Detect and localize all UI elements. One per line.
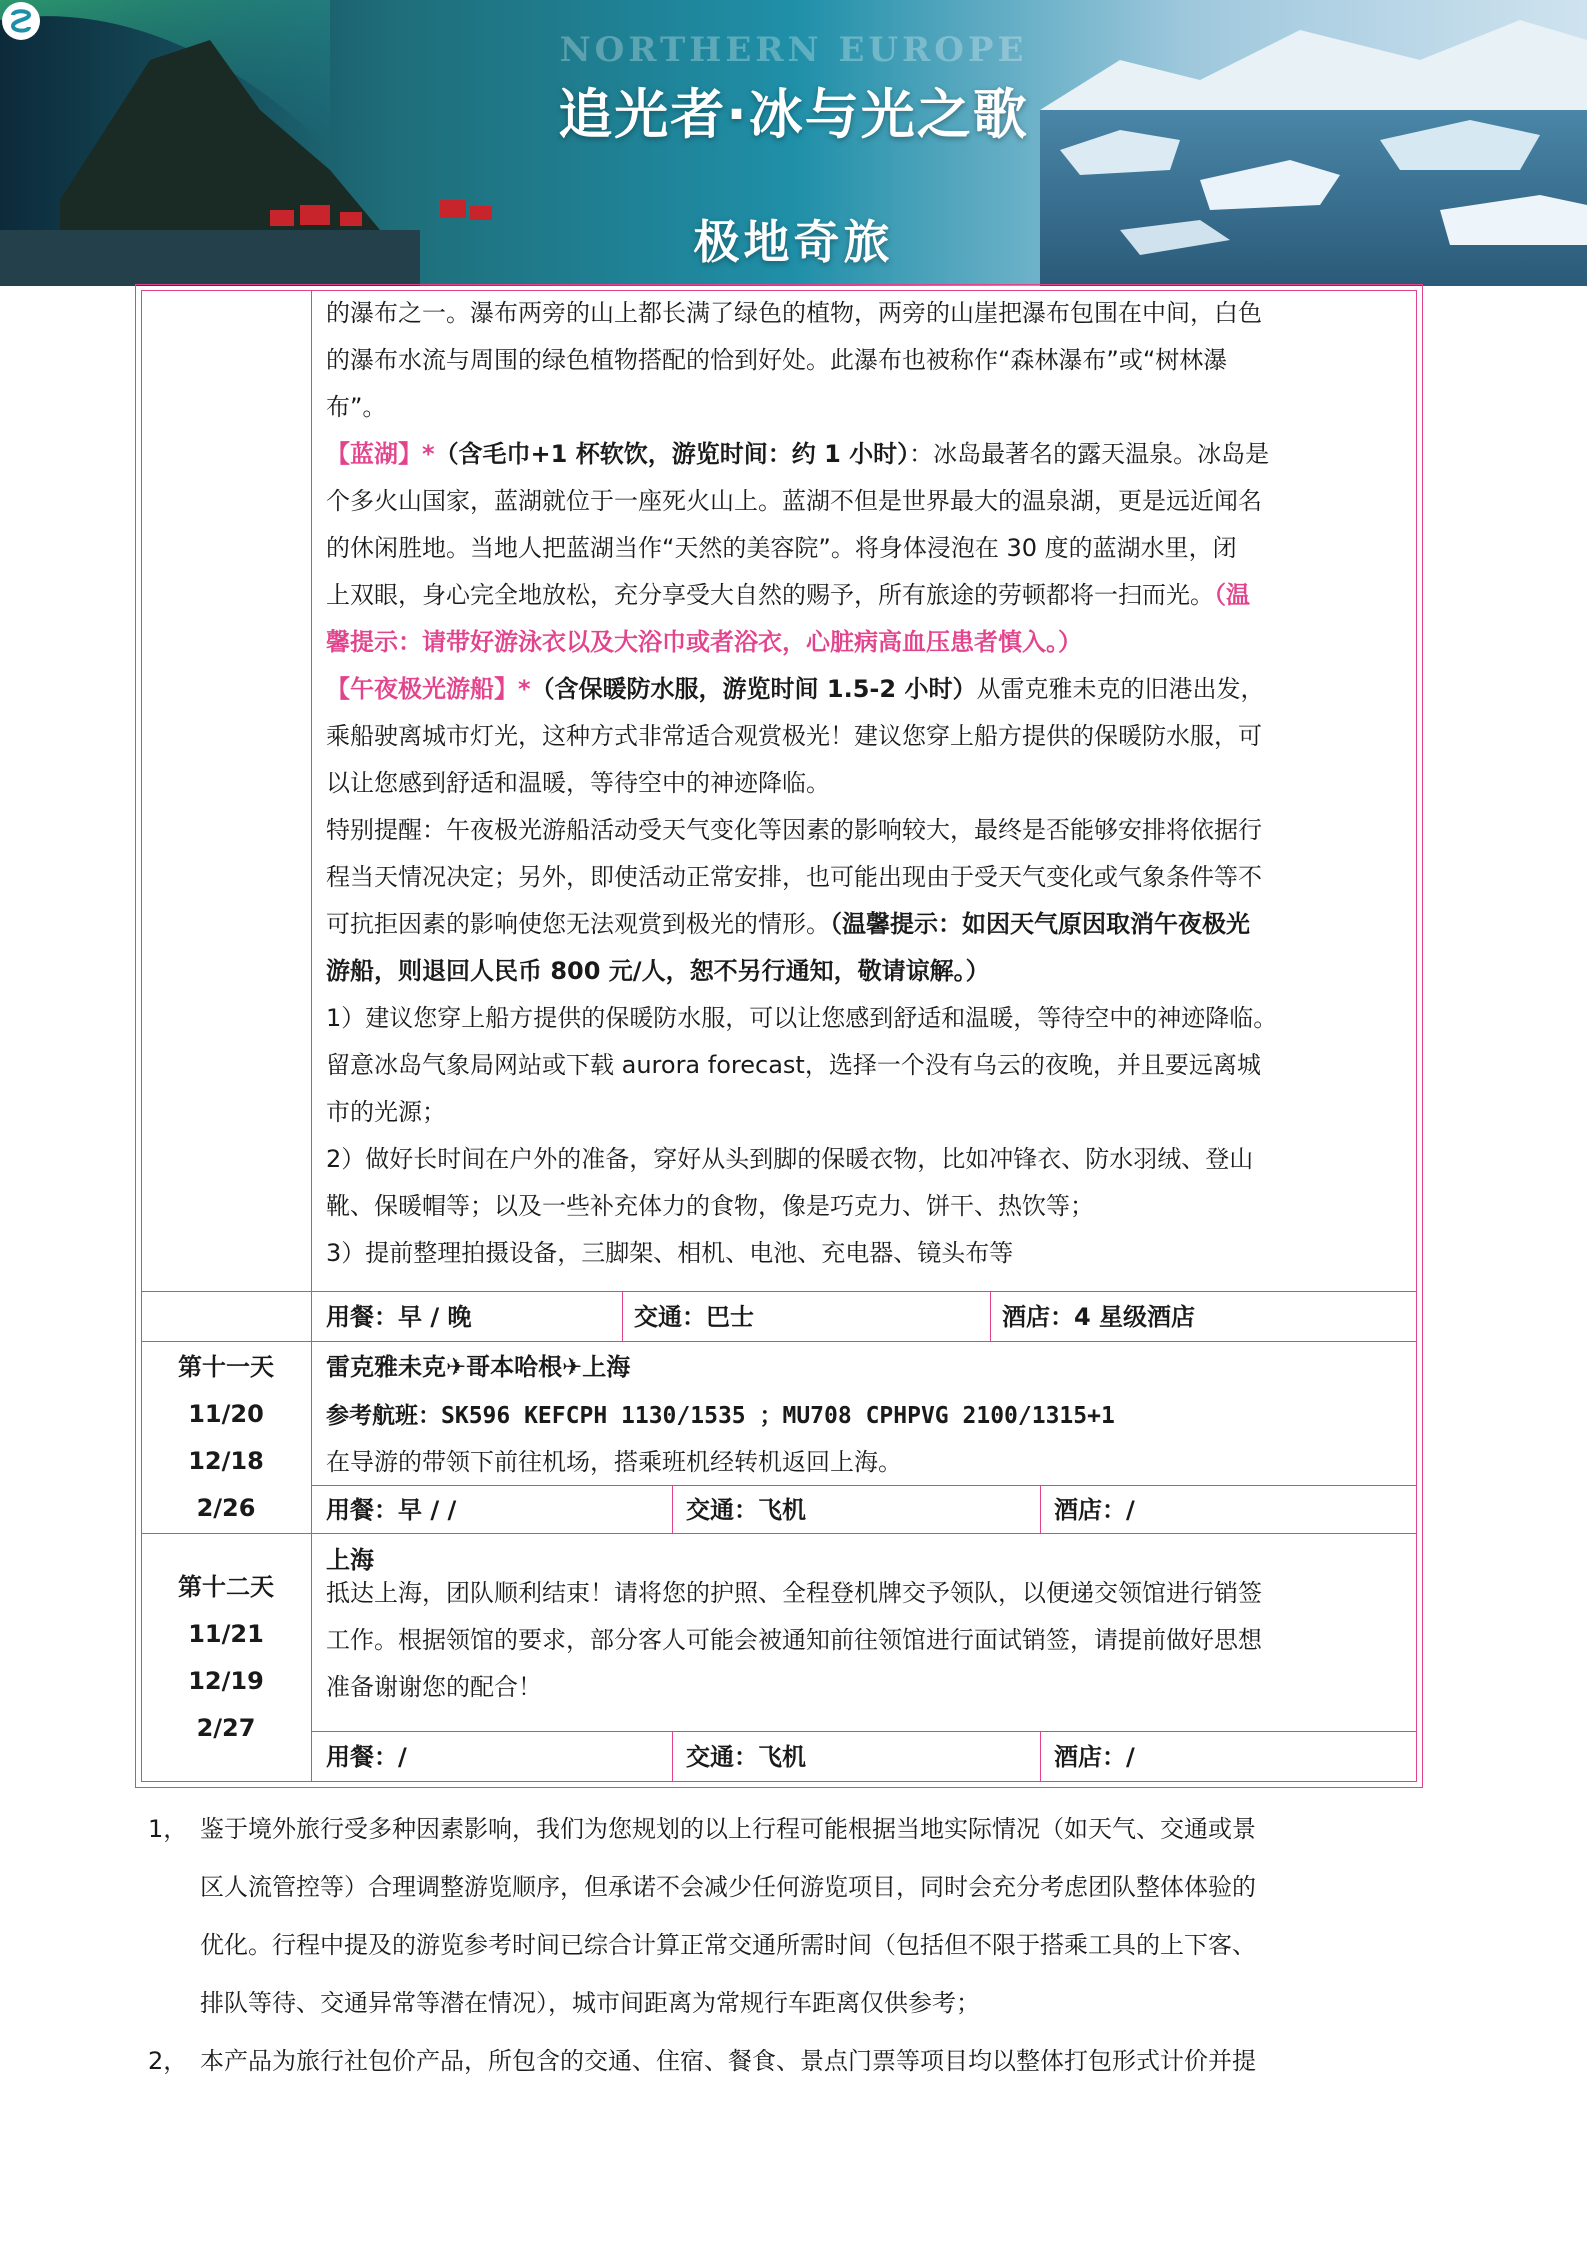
day11-description: 在导游的带领下前往机场，搭乘班机经转机返回上海。 [326, 1448, 902, 1476]
day12-text-line: 准备谢谢您的配合！ [326, 1673, 542, 1701]
cruise-line [326, 666, 1406, 713]
cruise-text: 从雷克雅未克的旧港出发， [976, 675, 1265, 703]
day12-content [326, 1570, 1406, 1711]
blue-lagoon-text: 个多火山国家，蓝湖就位于一座死火山上。蓝湖不但是世界最大的温泉湖，更是远近闻名 [326, 487, 1262, 515]
day11-date: 2/26 [196, 1494, 256, 1522]
aurora-tip-line: 靴、保暖帽等；以及一些补充体力的食物，像是巧克力、饼干、热饮等； [326, 1192, 1094, 1220]
header-banner [0, 0, 1587, 286]
table-divider [311, 290, 312, 1782]
day12-date: 2/27 [196, 1714, 256, 1742]
note-line: 区人流管控等）合理调整游览顺序，但承诺不会减少任何游览项目，同时会充分考虑团队整体体验的 [200, 1873, 1256, 1901]
day12-label: 第十二天 [178, 1573, 274, 1601]
table-divider [672, 1485, 673, 1533]
aurora-tip-line: 市的光源； [326, 1098, 446, 1126]
day10-transport: 交通：巴士 [634, 1303, 754, 1331]
blue-lagoon-info: （含毛巾+1 杯软饮，游览时间：约 1 小时） [434, 440, 910, 468]
blue-lagoon-text: 上双眼，身心完全地放松，充分享受大自然的赐予，所有旅途的劳顿都将一扫而光。 [326, 581, 1214, 609]
reminder-tip: 游船，则退回人民币 800 元/人，恕不另行通知，敬请谅解。） [326, 957, 990, 985]
note-line: 本产品为旅行社包价产品，所包含的交通、住宿、餐食、景点门票等项目均以整体打包形式计价并提 [200, 2047, 1256, 2075]
table-divider [1040, 1731, 1041, 1782]
table-divider [990, 1291, 991, 1341]
day12-transport: 交通：飞机 [686, 1743, 806, 1771]
day11-date-cell [141, 1344, 311, 1532]
day12-date: 11/21 [188, 1620, 264, 1648]
table-divider [141, 1341, 311, 1342]
banner-title: 追光者·冰与光之歌 [558, 83, 1029, 146]
blue-lagoon-tip: 馨提示：请带好游泳衣以及大浴巾或者浴衣，心脏病高血压患者慎入。） [326, 628, 1082, 656]
aurora-tip-line: 1）建议您穿上船方提供的保暖防水服，可以让您感到舒适和温暖，等待空中的神迹降临。 [326, 1004, 1278, 1032]
aurora-tip-line: 2）做好长时间在户外的准备，穿好从头到脚的保暖衣物，比如冲锋衣、防水羽绒、登山 [326, 1145, 1254, 1173]
cruise-text: 乘船驶离城市灯光，这种方式非常适合观赏极光！建议您穿上船方提供的保暖防水服，可 [326, 722, 1262, 750]
note-text [200, 2032, 1448, 2090]
table-divider [1040, 1485, 1041, 1533]
cruise-info: （含保暖防水服，游览时间 1.5-2 小时） [530, 675, 977, 703]
table-divider [311, 1485, 1417, 1486]
reminder-line [326, 901, 1406, 948]
blue-lagoon-line [326, 431, 1406, 478]
waterfall-text-line: 的瀑布之一。瀑布两旁的山上都长满了绿色的植物，两旁的山崖把瀑布包围在中间，白色 [326, 299, 1262, 327]
note-number: 2， [148, 2047, 188, 2075]
table-divider [622, 1291, 623, 1341]
note-text [200, 1800, 1448, 2032]
day12-hotel: 酒店：/ [1054, 1743, 1135, 1771]
banner-brand: 极地奇旅 [693, 215, 894, 269]
cruise-text: 以让您感到舒适和温暖，等待空中的神迹降临。 [326, 769, 830, 797]
note-item [148, 2032, 1448, 2090]
table-divider [141, 1533, 1417, 1534]
day11-flights: 参考航班：SK596 KEFCPH 1130/1535 ；MU708 CPHPVG 2100/1315+1 [326, 1403, 1115, 1429]
day12-route: 上海 [326, 1546, 374, 1574]
day12-text-line: 抵达上海，团队顺利结束！请将您的护照、全程登机牌交予领队，以便递交领馆进行销签 [326, 1579, 1262, 1607]
terms-notes [148, 1800, 1448, 2090]
day11-transport: 交通：飞机 [686, 1496, 806, 1524]
reminder-tip: （温馨提示：如因天气原因取消午夜极光 [830, 910, 1250, 938]
day10-content [326, 290, 1406, 1277]
day12-text-line: 工作。根据领馆的要求，部分客人可能会被通知前往领馆进行面试销签，请提前做好思想 [326, 1626, 1262, 1654]
note-number: 1， [148, 1815, 188, 1843]
waterfall-text-line: 布”。 [326, 393, 387, 421]
reminder-text: 程当天情况决定；另外，即使活动正常安排，也可能出现由于受天气变化或气象条件等不 [326, 863, 1262, 891]
waterfall-text-line: 的瀑布水流与周围的绿色植物搭配的恰到好处。此瀑布也被称作“森林瀑布”或“树林瀑 [326, 346, 1228, 374]
blue-lagoon-text: ：冰岛最著名的露天温泉。冰岛是 [909, 440, 1270, 468]
day12-date: 12/19 [188, 1667, 264, 1695]
day12-date-cell [141, 1564, 311, 1752]
blue-lagoon-tip: （温 [1214, 581, 1250, 609]
banner-english-title: NORTHERN EUROPE [559, 30, 1028, 70]
day11-label: 第十一天 [178, 1353, 274, 1381]
table-divider [311, 1731, 1417, 1732]
table-divider [672, 1731, 673, 1782]
day10-hotel: 酒店：4 星级酒店 [1002, 1303, 1196, 1331]
brand-logo-icon [0, 0, 42, 42]
day10-meals: 用餐：早 / 晚 [326, 1303, 472, 1331]
note-line: 鉴于境外旅行受多种因素影响，我们为您规划的以上行程可能根据当地实际情况（如天气、交通或景 [200, 1815, 1256, 1843]
aurora-tip-line: 3）提前整理拍摄设备，三脚架、相机、电池、充电器、镜头布等 [326, 1239, 1014, 1267]
reminder-text: 特别提醒：午夜极光游船活动受天气变化等因素的影响较大，最终是否能够安排将依据行 [326, 816, 1262, 844]
blue-lagoon-title: 【蓝湖】* [326, 440, 435, 468]
table-divider [141, 1291, 1417, 1292]
note-item [148, 1800, 1448, 2032]
blue-lagoon-text: 的休闲胜地。当地人把蓝湖当作“天然的美容院”。将身体浸泡在 30 度的蓝湖水里，闭 [326, 534, 1237, 562]
day11-hotel: 酒店：/ [1054, 1496, 1135, 1524]
day11-meals: 用餐：早 / / [326, 1496, 457, 1524]
note-line: 优化。行程中提及的游览参考时间已综合计算正常交通所需时间（包括但不限于搭乘工具的上下客、 [200, 1931, 1256, 1959]
note-line: 排队等待、交通异常等潜在情况），城市间距离为常规行车距离仅供参考； [200, 1989, 980, 2017]
day12-meals: 用餐：/ [326, 1743, 407, 1771]
cruise-title: 【午夜极光游船】* [326, 675, 531, 703]
reminder-text: 可抗拒因素的影响使您无法观赏到极光的情形。 [326, 910, 830, 938]
day11-date: 12/18 [188, 1447, 264, 1475]
blue-lagoon-line [326, 572, 1406, 619]
day11-date: 11/20 [188, 1400, 264, 1428]
day11-route: 雷克雅未克✈哥本哈根✈上海 [326, 1353, 631, 1381]
table-divider [311, 1341, 1417, 1342]
aurora-tip-line: 留意冰岛气象局网站或下载 aurora forecast，选择一个没有乌云的夜晚，并且要远离城 [326, 1051, 1261, 1079]
